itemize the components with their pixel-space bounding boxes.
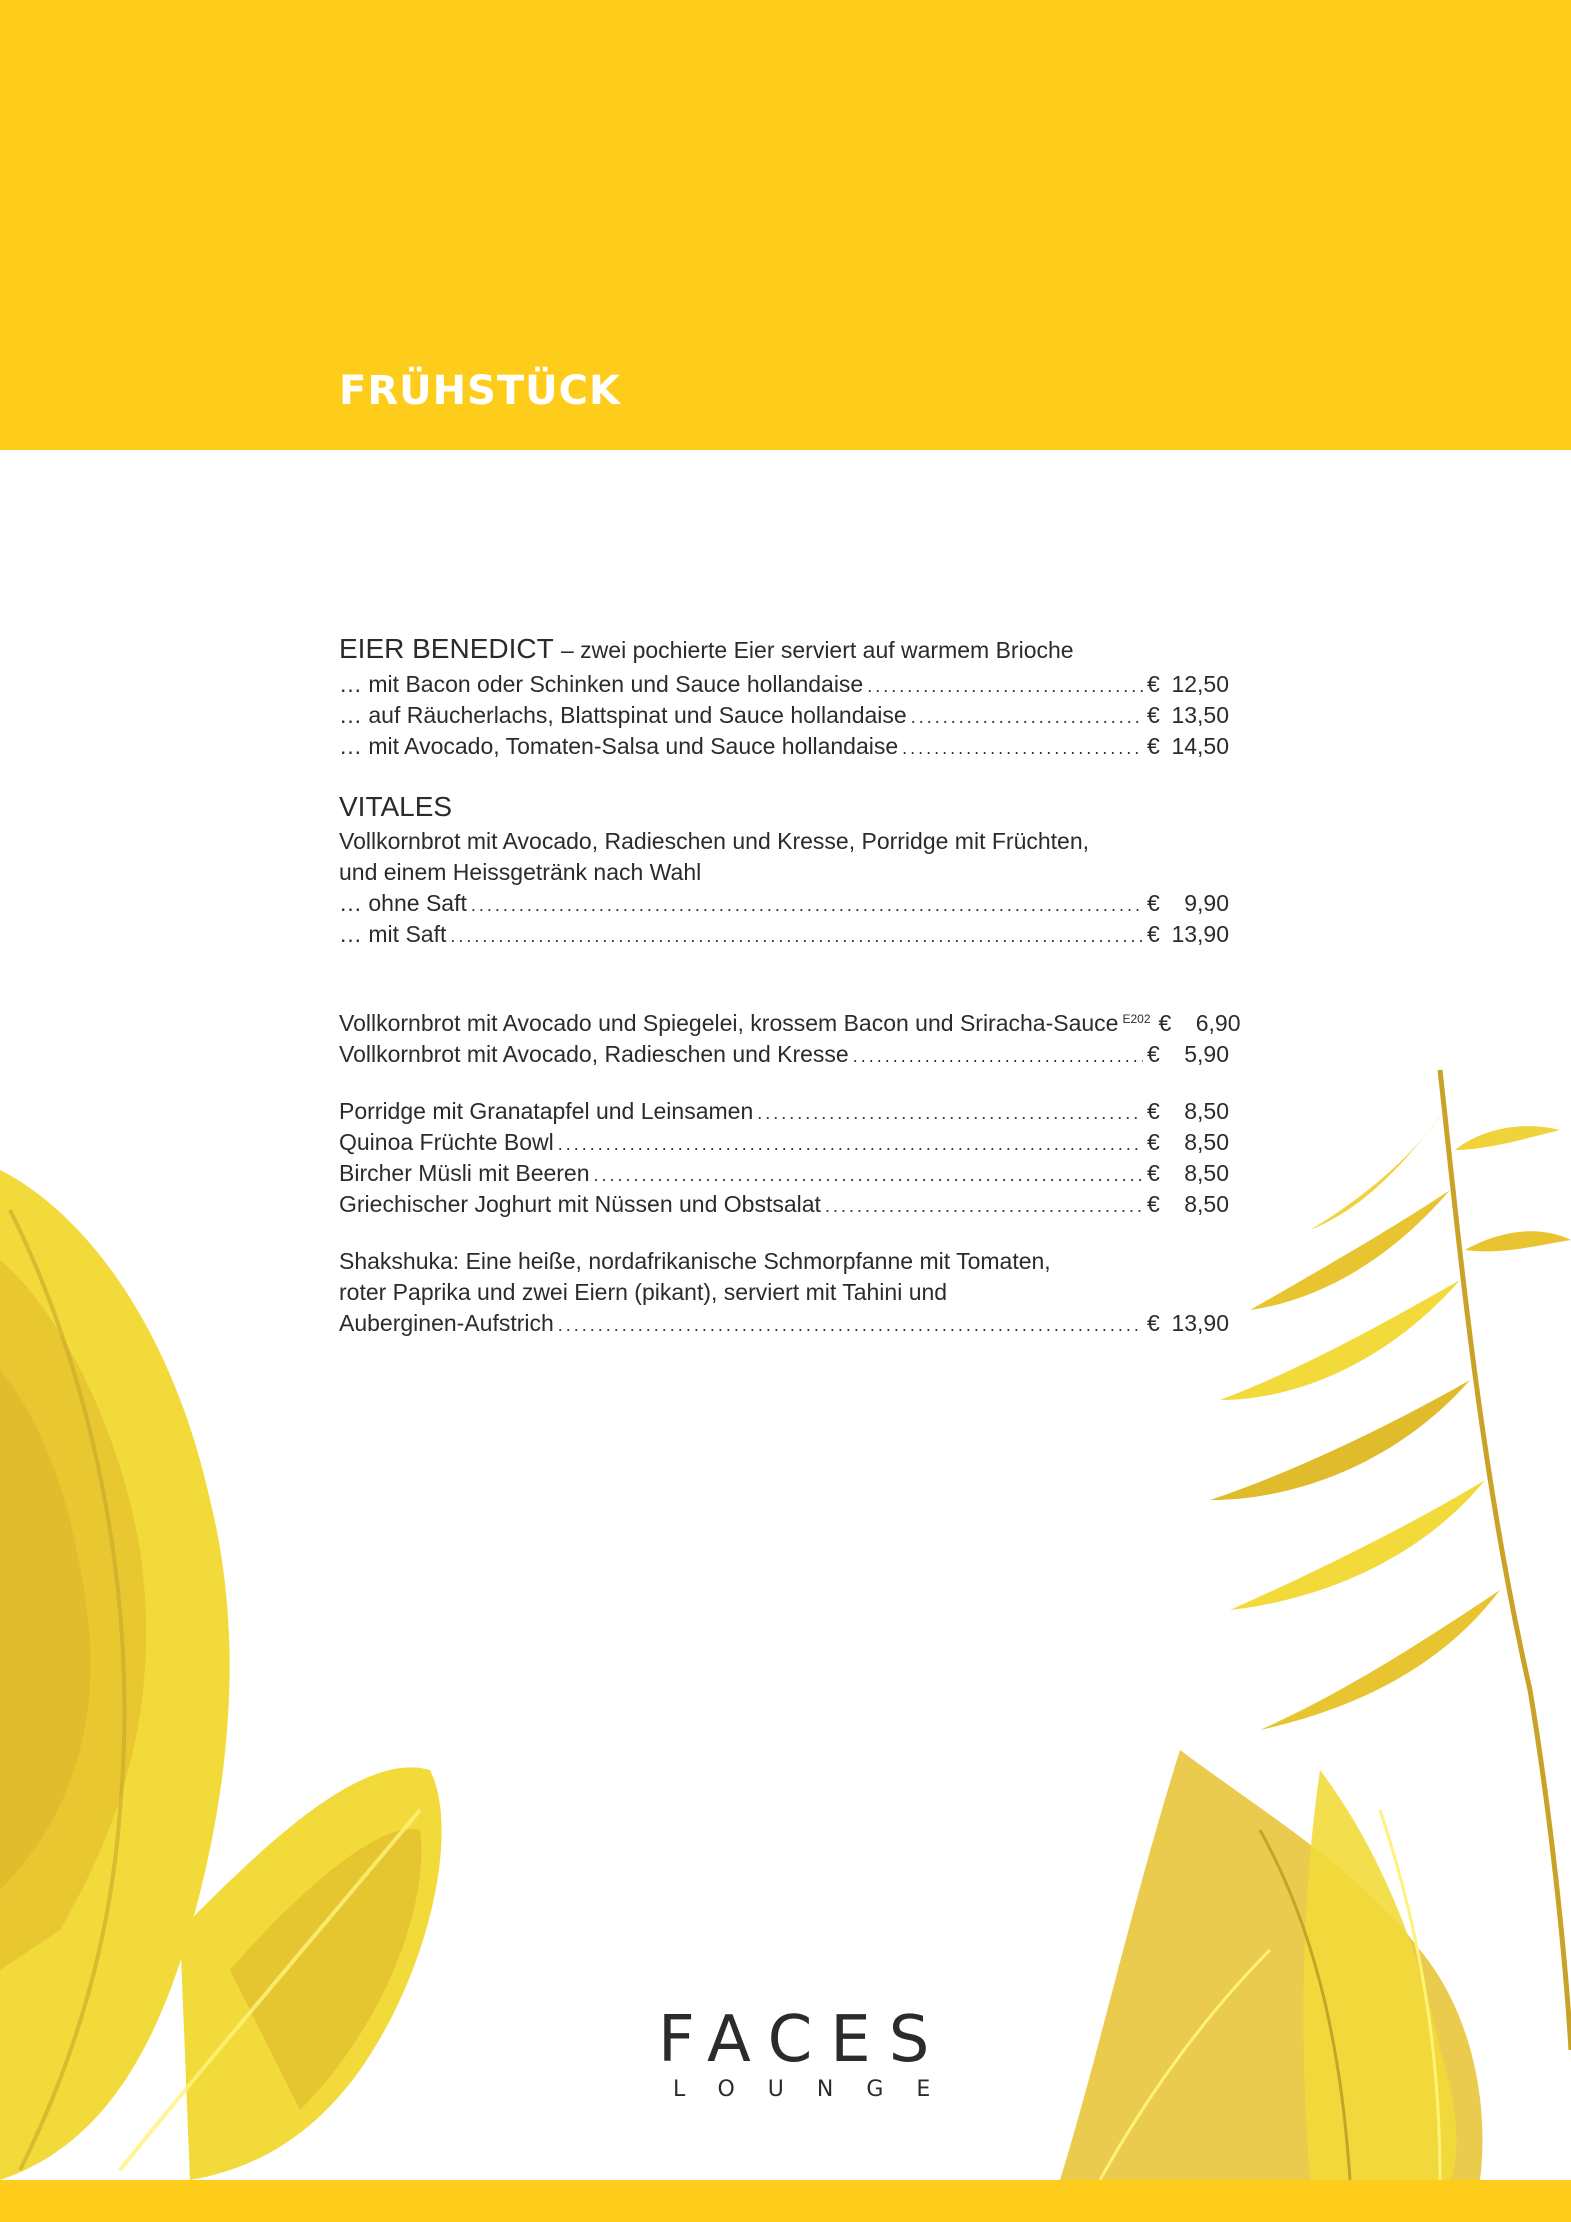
item-label: … mit Bacon oder Schinken und Sauce hollandaise bbox=[339, 671, 864, 697]
item-label: … mit Saft bbox=[339, 921, 447, 947]
item-price: € 8,50 bbox=[1147, 1191, 1229, 1217]
item-price: € 6,90 bbox=[1158, 1010, 1241, 1036]
leader-dots bbox=[853, 1041, 1143, 1072]
item-label: … auf Räucherlachs, Blattspinat und Sauce hollandaise bbox=[339, 702, 907, 728]
item-label: … ohne Saft bbox=[339, 890, 467, 916]
section-description: und einem Heissgetränk nach Wahl bbox=[339, 859, 702, 885]
logo-subline: LOUNGE bbox=[673, 2077, 964, 2102]
item-price: € 8,50 bbox=[1147, 1129, 1229, 1155]
leader-dots bbox=[757, 1098, 1143, 1129]
leader-dots bbox=[825, 1191, 1143, 1222]
menu-item bbox=[339, 1096, 1229, 1127]
menu-item bbox=[339, 1158, 1229, 1189]
section-title: VITALES bbox=[339, 791, 453, 822]
item-price: € 14,50 bbox=[1147, 733, 1229, 759]
item-price: € 13,50 bbox=[1147, 702, 1229, 728]
footer-band bbox=[0, 2180, 1571, 2222]
item-price: € 5,90 bbox=[1147, 1041, 1229, 1067]
section-bread bbox=[339, 1008, 1241, 1070]
menu-item bbox=[339, 669, 1229, 700]
section-shakshuka bbox=[339, 1246, 1229, 1339]
leader-dots bbox=[867, 671, 1143, 702]
menu-item bbox=[339, 700, 1229, 731]
menu-item bbox=[339, 731, 1229, 762]
item-price: € 13,90 bbox=[1147, 921, 1229, 947]
section-subtitle: – zwei pochierte Eier serviert auf warmem Brioche bbox=[560, 637, 1074, 663]
menu-item bbox=[339, 1039, 1229, 1070]
item-label: … mit Avocado, Tomaten-Salsa und Sauce hollandaise bbox=[339, 733, 899, 759]
item-label: Porridge mit Granatapfel und Leinsamen bbox=[339, 1098, 754, 1124]
item-price: € 9,90 bbox=[1147, 890, 1229, 916]
item-price: € 13,90 bbox=[1147, 1310, 1229, 1336]
item-label: Vollkornbrot mit Avocado, Radieschen und Kresse bbox=[339, 1041, 849, 1067]
item-description: roter Paprika und zwei Eiern (pikant), serviert mit Tahini und bbox=[339, 1279, 948, 1305]
item-price: € 8,50 bbox=[1147, 1098, 1229, 1124]
menu-item bbox=[339, 1308, 1229, 1339]
item-label: Griechischer Joghurt mit Nüssen und Obstsalat bbox=[339, 1191, 821, 1217]
leader-dots bbox=[450, 921, 1143, 952]
leader-dots bbox=[911, 702, 1143, 733]
header-band bbox=[0, 0, 1571, 450]
item-label: Vollkornbrot mit Avocado und Spiegelei, krossem Bacon und Sriracha-Sauce $^{E202}$ bbox=[339, 1010, 1151, 1036]
logo-wordmark: FACES bbox=[658, 2003, 948, 2077]
menu-item bbox=[339, 919, 1229, 950]
item-price: € 8,50 bbox=[1147, 1160, 1229, 1186]
item-label: Quinoa Früchte Bowl bbox=[339, 1129, 554, 1155]
faces-lounge-logo bbox=[640, 2003, 964, 2105]
menu-item bbox=[339, 1127, 1229, 1158]
leader-dots bbox=[471, 890, 1143, 921]
section-vitales bbox=[339, 788, 1229, 950]
menu-item bbox=[339, 1008, 1241, 1039]
menu-item bbox=[339, 888, 1229, 919]
section-eier-benedict bbox=[339, 630, 1229, 762]
menu-content bbox=[339, 630, 1241, 1365]
section-description: Vollkornbrot mit Avocado, Radieschen und Kresse, Porridge mit Früchten, bbox=[339, 828, 1090, 854]
section-bowls bbox=[339, 1096, 1229, 1220]
item-label: Bircher Müsli mit Beeren bbox=[339, 1160, 590, 1186]
leader-dots bbox=[558, 1310, 1143, 1341]
leader-dots bbox=[902, 733, 1143, 764]
section-title: EIER BENEDICT bbox=[339, 633, 554, 664]
additive-note: E202 bbox=[1122, 1012, 1151, 1026]
item-label: Auberginen-Aufstrich bbox=[339, 1310, 554, 1336]
leader-dots bbox=[594, 1160, 1143, 1191]
item-description: Shakshuka: Eine heiße, nordafrikanische Schmorpfanne mit Tomaten, bbox=[339, 1248, 1051, 1274]
item-price: € 12,50 bbox=[1147, 671, 1229, 697]
leader-dots bbox=[558, 1129, 1143, 1160]
menu-item bbox=[339, 1189, 1229, 1220]
page-title: FRÜHSTÜCK bbox=[339, 368, 622, 414]
